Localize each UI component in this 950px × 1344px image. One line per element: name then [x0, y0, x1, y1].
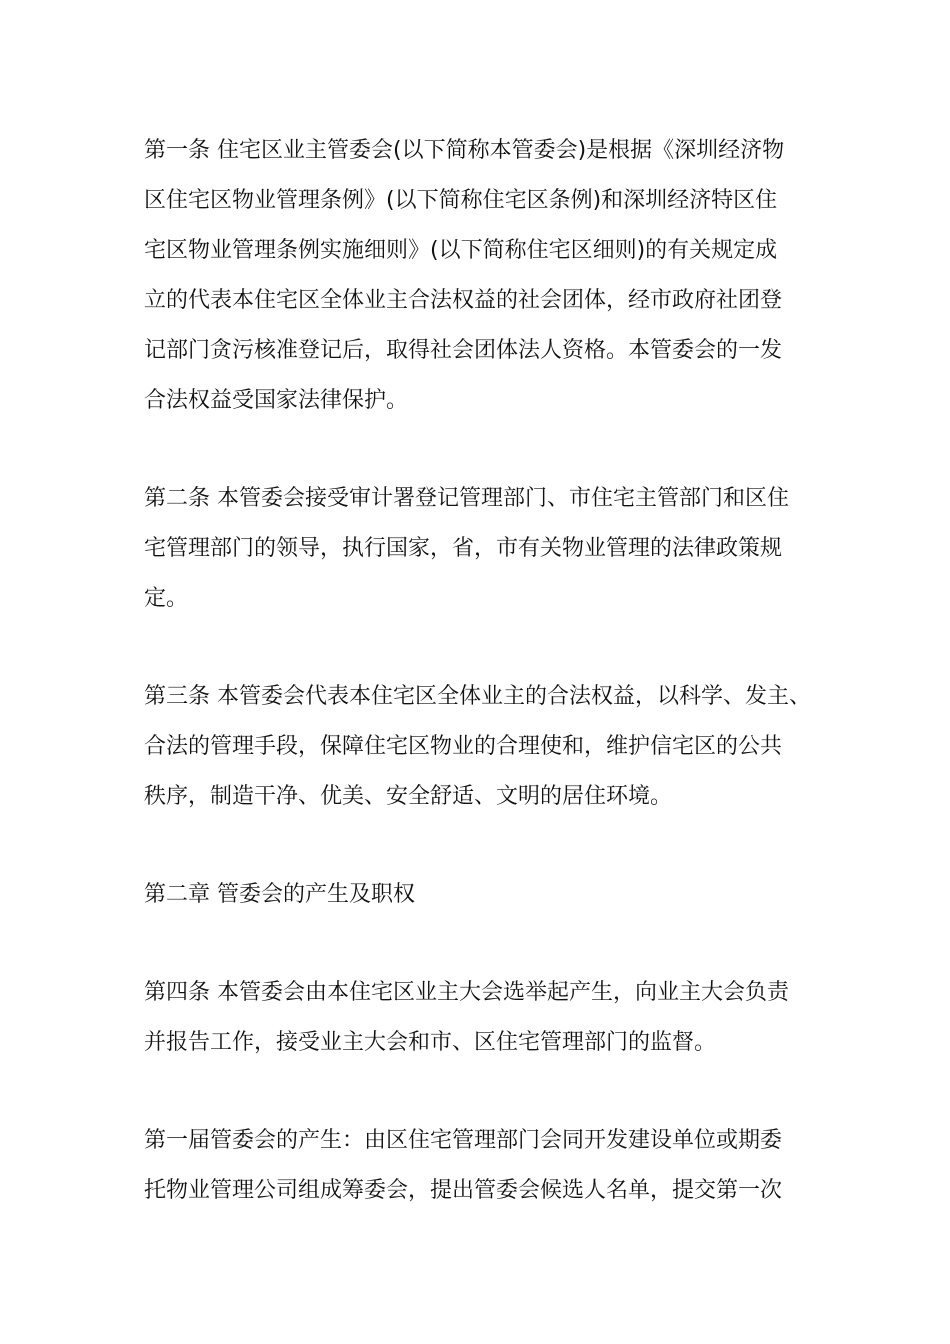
text-line: 并报告工作，接受业主大会和市、区住宅管理部门的监督。	[144, 1030, 717, 1055]
article-2-paragraph	[144, 474, 824, 624]
text-line: 定。	[144, 586, 189, 611]
document-body	[144, 126, 824, 1264]
first-committee-paragraph	[144, 1116, 824, 1216]
text-line: 第二条 本管委会接受审计署登记管理部门、市住宅主管部门和区住	[144, 486, 789, 511]
text-line: 区住宅区物业管理条例》(以下简称住宅区条例)和深圳经济特区住	[144, 188, 778, 213]
text-line: 记部门贪污核准登记后，取得社会团体法人资格。本管委会的一发	[144, 338, 783, 363]
text-line: 第四条 本管委会由本住宅区业主大会选举起产生，向业主大会负责	[144, 980, 789, 1005]
text-line: 秩序，制造干净、优美、安全舒适、文明的居住环境。	[144, 784, 673, 809]
text-line: 立的代表本住宅区全体业主合法权益的社会团体，经市政府社团登	[144, 288, 783, 313]
chapter-2-heading	[144, 870, 824, 920]
text-line: 宅管理部门的领导，执行国家，省，市有关物业管理的法律政策规	[144, 536, 783, 561]
article-4-paragraph	[144, 968, 824, 1068]
article-3-paragraph	[144, 672, 824, 822]
article-1-paragraph	[144, 126, 824, 426]
text-line: 宅区物业管理条例实施细则》(以下简称住宅区细则)的有关规定成	[144, 238, 778, 263]
text-line: 第一届管委会的产生：由区住宅管理部门会同开发建设单位或期委	[144, 1128, 783, 1153]
text-line: 合法权益受国家法律保护。	[144, 388, 409, 413]
chapter-title: 第二章 管委会的产生及职权	[144, 882, 415, 907]
text-line: 托物业管理公司组成筹委会，提出管委会候选人名单，提交第一次	[144, 1178, 783, 1203]
text-line: 第一条 住宅区业主管委会(以下简称本管委会)是根据《深圳经济物	[144, 138, 785, 163]
text-line: 合法的管理手段，保障住宅区物业的合理使和，维护信宅区的公共	[144, 734, 783, 759]
text-line: 第三条 本管委会代表本住宅区全体业主的合法权益，以科学、发主、	[144, 684, 811, 709]
